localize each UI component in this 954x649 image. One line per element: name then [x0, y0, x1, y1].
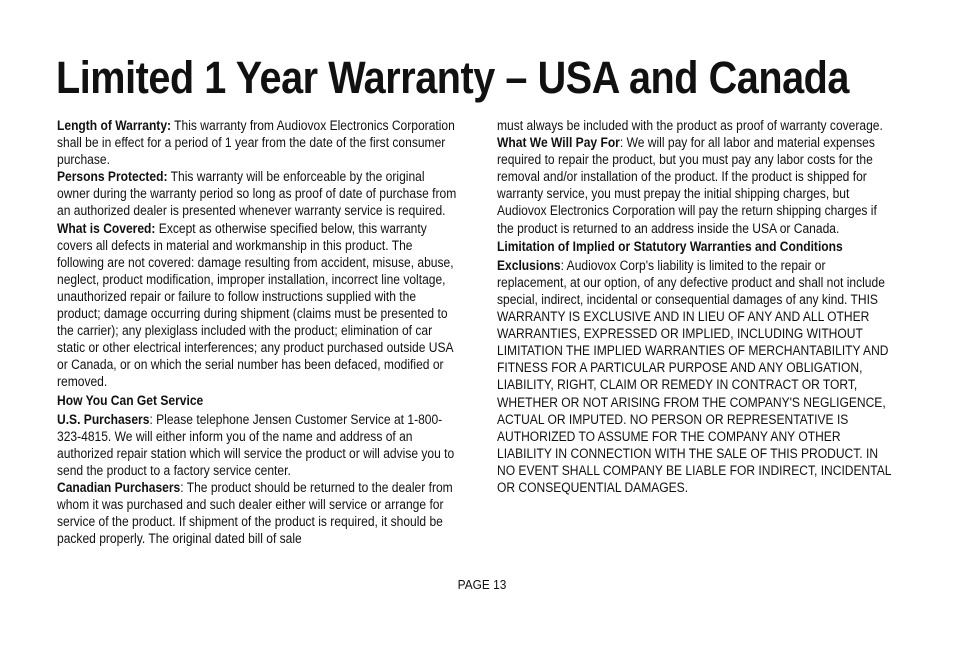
what-we-pay-text: : We will pay for all labor and material expenses required to repair the product, but you must pay any labor costs for the removal and/or installation of the product. If the product is shipped for warranty service, you must prepay the initial shipping charges, but Audiovox Electronics Corporation will pay the return shipping charges if the product is returned to an address inside the USA or Canada. — [497, 135, 877, 236]
limitation-paragraph — [497, 238, 891, 255]
right-column — [497, 117, 891, 496]
length-of-warranty-text: This warranty from Audiovox Electronics Corporation shall be in effect for a period of 1 year from the date of the first consumer purchase. — [57, 118, 455, 168]
length-of-warranty-paragraph — [57, 117, 458, 168]
canadian-purchasers-paragraph — [57, 479, 458, 547]
left-column — [57, 117, 458, 547]
page-title: Limited 1 Year Warranty – USA and Canada — [56, 52, 850, 103]
what-is-covered-paragraph — [57, 220, 458, 391]
persons-protected-paragraph — [57, 168, 458, 219]
exclusions-text: : Audiovox Corp's liability is limited to the repair or replacement, at our option, of any defective product and shall not include special, indirect, incidental or consequential damages of any kind. THIS WARRANTY IS EXCLUSIVE AND IN LIEU OF ANY AND ALL OTHER WARRANTIES, EXPRESSED OR IMPLIED, INCLUDING WITHOUT LIMITATION THE IMPLIED WARRANTIES OF MERCHANTABILITY AND FITNESS FOR A PARTICULAR PURPOSE AND ANY OBLIGATION, LIABILITY, RIGHT, CLAIM OR REMEDY IN CONTRACT OR TORT, WHETHER OR NOT ARISING FROM THE COMPANY'S NEGLIGENCE, ACTUAL OR IMPUTED. NO PERSON OR REPRESENTATIVE IS AUTHORIZED TO ASSUME FOR THE COMPANY ANY OTHER LIABILITY IN CONNECTION WITH THE SALE OF THIS PRODUCT. IN NO EVENT SHALL COMPANY BE LIABLE FOR INDIRECT, INCIDENTAL OR CONSEQUENTIAL DAMAGES. — [497, 257, 892, 495]
exclusions-paragraph — [497, 257, 891, 496]
page-number: PAGE 13 — [457, 578, 507, 592]
what-we-pay-paragraph — [497, 134, 891, 237]
canadian-purchasers-heading: Canadian Purchasers — [57, 479, 181, 495]
persons-protected-heading: Persons Protected: — [57, 169, 168, 185]
exclusions-heading: Exclusions — [497, 257, 561, 273]
what-is-covered-heading: What is Covered: — [57, 220, 156, 236]
us-purchasers-paragraph — [57, 411, 458, 479]
canadian-purchasers-text: : The product should be returned to the dealer from whom it was purchased and such dealer either will service or arrange for service of the product. If shipment of the product is required, it should be packed properly. The original dated bill of sale — [57, 479, 453, 547]
length-of-warranty-heading: Length of Warranty: — [57, 118, 172, 133]
us-purchasers-heading: U.S. Purchasers — [57, 411, 150, 427]
what-we-pay-heading: What We Will Pay For — [497, 135, 620, 151]
us-purchasers-text: : Please telephone Jensen Customer Service at 1-800-323-4815. We will either inform you of the name and address of an authorized repair station which will service the product or will advise you to send the product to a factory service center. — [57, 411, 455, 478]
how-to-get-service-heading: How You Can Get Service — [57, 393, 204, 408]
canadian-purchasers-continued: must always be included with the product as proof of warranty coverage. — [497, 118, 883, 133]
limitation-heading: Limitation of Implied or Statutory Warranties and Conditions — [497, 239, 843, 255]
persons-protected-text: This warranty will be enforceable by the original owner during the warranty period so long as proof of date of purchase from an authorized dealer is presented whenever warranty service is required. — [57, 169, 457, 219]
what-is-covered-text: Except as otherwise specified below, this warranty covers all defects in material and workmanship in this product. The following are not covered: damage resulting from accident, misuse, abuse, neglect, product modification, improper installation, incorrect line voltage, unauthorized repair or failure to follow instructions supplied with the product; damage occurring during shipment (claims must be presented to the carrier); any plexiglass included with the product; elimination of car static or other electrical interferences; any product purchased outside USA or Canada, or on which the serial number has been defaced, modified or removed. — [57, 220, 454, 390]
how-to-get-service-paragraph — [57, 392, 458, 409]
